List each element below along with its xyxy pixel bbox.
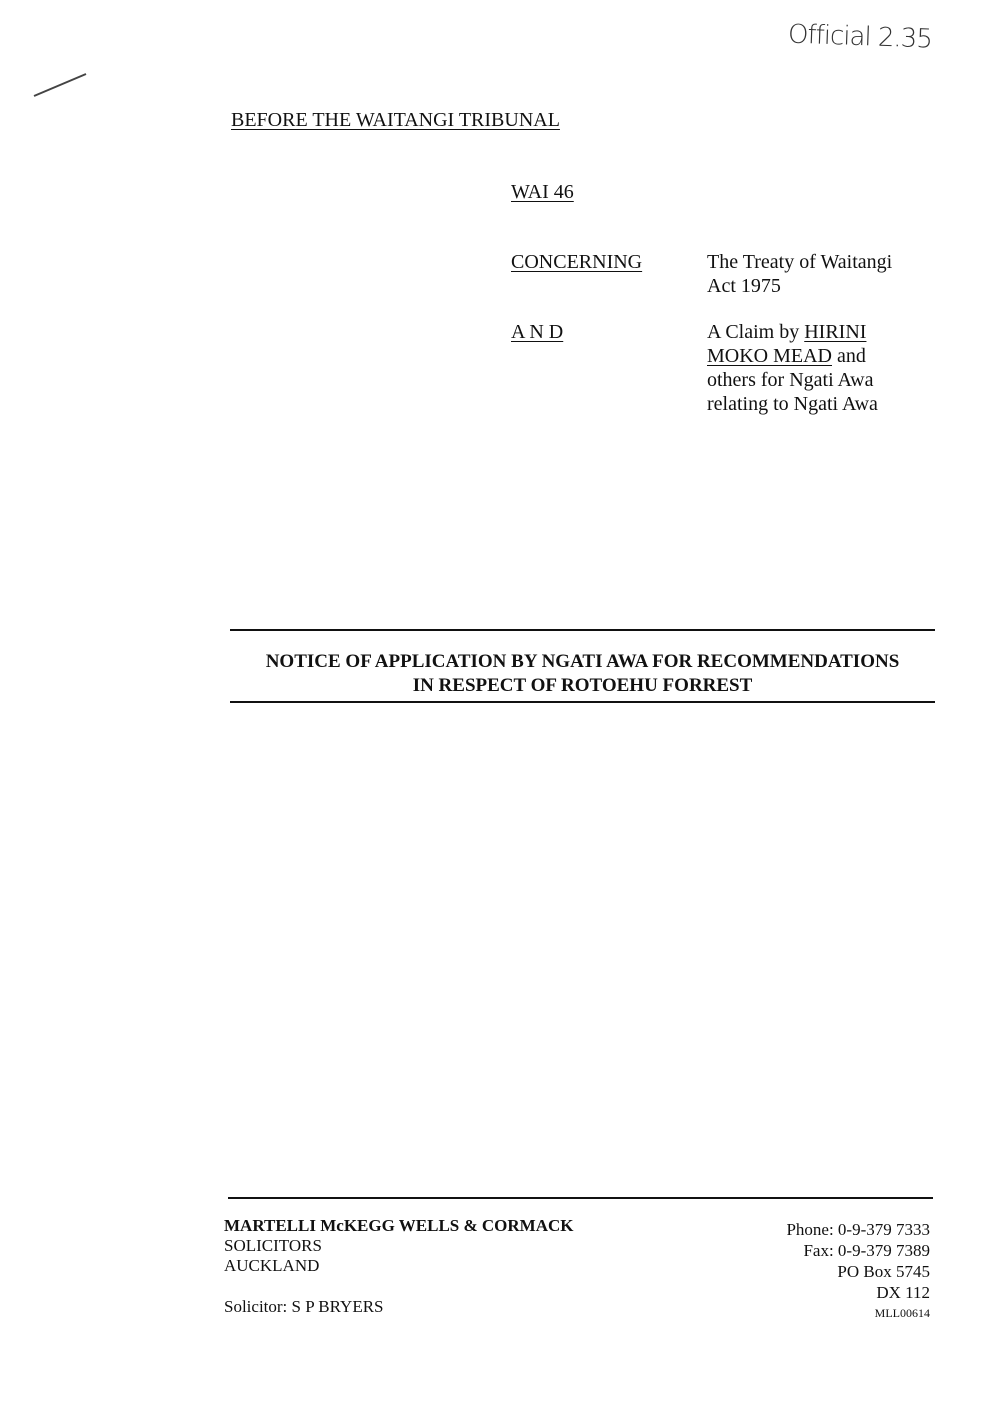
claimant-name-2: MOKO MEAD xyxy=(707,345,832,367)
firm-role: SOLICITORS xyxy=(224,1236,322,1255)
claim-prefix: A Claim by xyxy=(707,321,805,343)
claimant-name-1: HIRINI xyxy=(804,321,867,343)
concerning-label: CONCERNING xyxy=(511,251,643,273)
handwritten-annotation: Official 2.35 xyxy=(787,19,933,55)
footer-rule xyxy=(228,1197,933,1199)
pen-mark xyxy=(30,70,90,100)
and-label: A N D xyxy=(511,321,564,343)
dx-number: DX 112 xyxy=(876,1283,930,1302)
firm-city: AUCKLAND xyxy=(224,1256,320,1275)
case-number: WAI 46 xyxy=(511,181,574,203)
document-title-line-1: NOTICE OF APPLICATION BY NGATI AWA FOR RECOMMENDATIONS xyxy=(265,651,900,672)
claim-line-4: relating to Ngati Awa xyxy=(707,393,878,415)
po-box: PO Box 5745 xyxy=(837,1262,930,1281)
firm-name: MARTELLI McKEGG WELLS & CORMACK xyxy=(224,1216,574,1235)
reference-code: MLL00614 xyxy=(874,1306,930,1320)
fax: Fax: 0-9-379 7389 xyxy=(803,1241,930,1260)
title-bottom-rule xyxy=(230,701,935,703)
claim-line-3: others for Ngati Awa xyxy=(707,369,874,391)
phone: Phone: 0-9-379 7333 xyxy=(786,1220,930,1239)
tribunal-heading: BEFORE THE WAITANGI TRIBUNAL xyxy=(231,109,560,131)
solicitor-name: Solicitor: S P BRYERS xyxy=(224,1297,384,1316)
claim-line-2 xyxy=(707,344,866,368)
claim-line-1 xyxy=(707,320,866,344)
title-top-rule xyxy=(230,629,935,631)
concerning-line-2: Act 1975 xyxy=(707,275,781,297)
claim-suffix: and xyxy=(832,345,866,367)
concerning-line-1: The Treaty of Waitangi xyxy=(707,251,893,273)
document-title-line-2: IN RESPECT OF ROTOEHU FORREST xyxy=(412,675,753,696)
